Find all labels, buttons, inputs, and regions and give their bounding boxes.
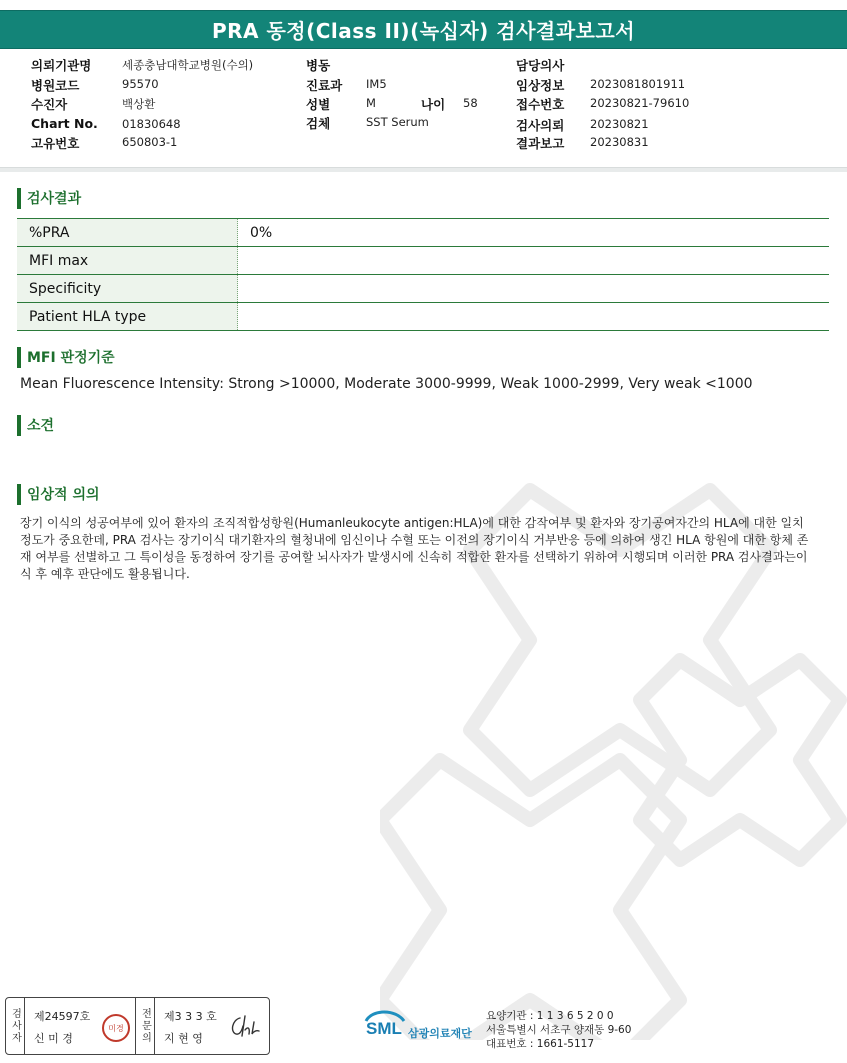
- chart-label: Chart No.: [31, 116, 98, 131]
- code-label: 병원코드: [31, 78, 80, 93]
- specimen-value: SST Serum: [366, 115, 429, 129]
- phone: 대표번호 : 1661-5117: [486, 1038, 595, 1050]
- table-row: [17, 219, 829, 247]
- examiner-number: 제24597호: [34, 1010, 91, 1023]
- sml-logo-text: SML: [366, 1019, 402, 1038]
- age-label: 나이: [421, 97, 446, 112]
- results-heading-text: 검사결과: [27, 191, 82, 207]
- sex-value: M: [366, 96, 376, 110]
- results-table: [17, 218, 829, 331]
- results-heading: [17, 187, 81, 209]
- examiner-seal: [102, 1014, 130, 1042]
- examiner-name: 신 미 경: [34, 1032, 73, 1045]
- section-marker: [17, 347, 21, 368]
- hospital-value: 세종충남대학교병원(수의): [122, 58, 254, 72]
- row-value: [238, 275, 829, 302]
- clinical-significance-heading-text: 임상적 의의: [27, 487, 100, 503]
- dept-label: 진료과: [306, 78, 343, 93]
- ward-label: 병동: [306, 58, 331, 73]
- mfi-criteria-text: Mean Fluorescence Intensity: Strong >10000, Moderate 3000-9999, Weak 1000-2999, Very weak <1000: [20, 376, 753, 392]
- opinion-heading-text: 소견: [27, 418, 55, 434]
- row-value: [238, 303, 829, 330]
- section-marker: [17, 188, 21, 209]
- mfi-heading: [17, 346, 115, 368]
- age-value: 58: [463, 96, 478, 110]
- report-label: 결과보고: [516, 136, 565, 151]
- table-row: [17, 275, 829, 303]
- hospital-label: 의뢰기관명: [31, 58, 92, 73]
- report-footer: [0, 997, 847, 1057]
- row-key: MFI max: [17, 247, 238, 274]
- info-divider: [0, 167, 847, 172]
- specialist-number: 제3 3 3 호: [164, 1010, 217, 1023]
- unique-value: 650803-1: [122, 135, 178, 149]
- reception-value: 20230821-79610: [590, 96, 690, 110]
- table-row: [17, 303, 829, 331]
- patient-label: 수진자: [31, 97, 68, 112]
- examiner-label-text: 검사자: [9, 1008, 21, 1044]
- row-key: Patient HLA type: [17, 303, 238, 330]
- request-value: 20230821: [590, 117, 649, 131]
- row-key: %PRA: [17, 219, 238, 246]
- reception-label: 접수번호: [516, 97, 565, 112]
- care-code: 요양기관 : 1 1 3 6 5 2 0 0: [486, 1010, 614, 1022]
- report-title: PRA 동정(Class II)(녹십자) 검사결과보고서: [0, 10, 847, 49]
- row-key: Specificity: [17, 275, 238, 302]
- specimen-label: 검체: [306, 116, 331, 131]
- row-value: 0%: [250, 224, 273, 241]
- code-value: 95570: [122, 77, 159, 91]
- specialist-label-text: 전문의: [139, 1008, 151, 1044]
- dept-value: IM5: [366, 77, 387, 91]
- unique-label: 고유번호: [31, 136, 80, 151]
- request-label: 검사의뢰: [516, 118, 565, 133]
- chart-value: 01830648: [122, 117, 181, 131]
- org-name: 삼광의료재단: [408, 1027, 472, 1040]
- clinical-label: 임상정보: [516, 78, 565, 93]
- clinical-value: 2023081801911: [590, 77, 686, 91]
- specialist-name: 지 현 영: [164, 1032, 203, 1045]
- section-marker: [17, 415, 21, 436]
- row-value: [238, 247, 829, 274]
- signature-box: [5, 997, 270, 1055]
- signature-icon: [226, 1012, 262, 1040]
- clinical-significance-text: 장기 이식의 성공여부에 있어 환자의 조직적합성항원(Humanleukocyte antigen:HLA)에 대한 감작여부 및 환자와 장기공여자간의 HLA에 대한 일치정도가 중요한데, PRA 검사는 장기이식 대기환자의 혈청내에 임신이나 수혈 또는 이전의 장기이식 거부반응 등에 의하여 생긴 HLA 항원에 대한 항체 존재 여부를 선별하고 그 특이성을 동정하여 장기를 공여할 뇌사자가 발생시에 신속히 적합한 환자를 선택하기 위하여 시행되며 이러한 PRA 검사결과는이식 후 예후 판단에도 활용됩니다.: [20, 516, 809, 581]
- sml-logo: [362, 1005, 482, 1045]
- address: 서울특별시 서초구 양재동 9-60: [486, 1024, 632, 1036]
- sex-label: 성별: [306, 97, 331, 112]
- seal-text: 미경: [108, 1023, 124, 1033]
- table-row: [17, 247, 829, 275]
- opinion-heading: [17, 414, 54, 436]
- report-value: 20230831: [590, 135, 649, 149]
- section-marker: [17, 484, 21, 505]
- patient-value: 백상환: [122, 97, 156, 111]
- mfi-heading-text: MFI 판정기준: [27, 350, 115, 366]
- clinical-significance-heading: [17, 483, 100, 505]
- specialist-label: [135, 998, 155, 1054]
- doctor-label: 담당의사: [516, 58, 565, 73]
- patient-info: [0, 52, 847, 170]
- examiner-label: [6, 998, 25, 1054]
